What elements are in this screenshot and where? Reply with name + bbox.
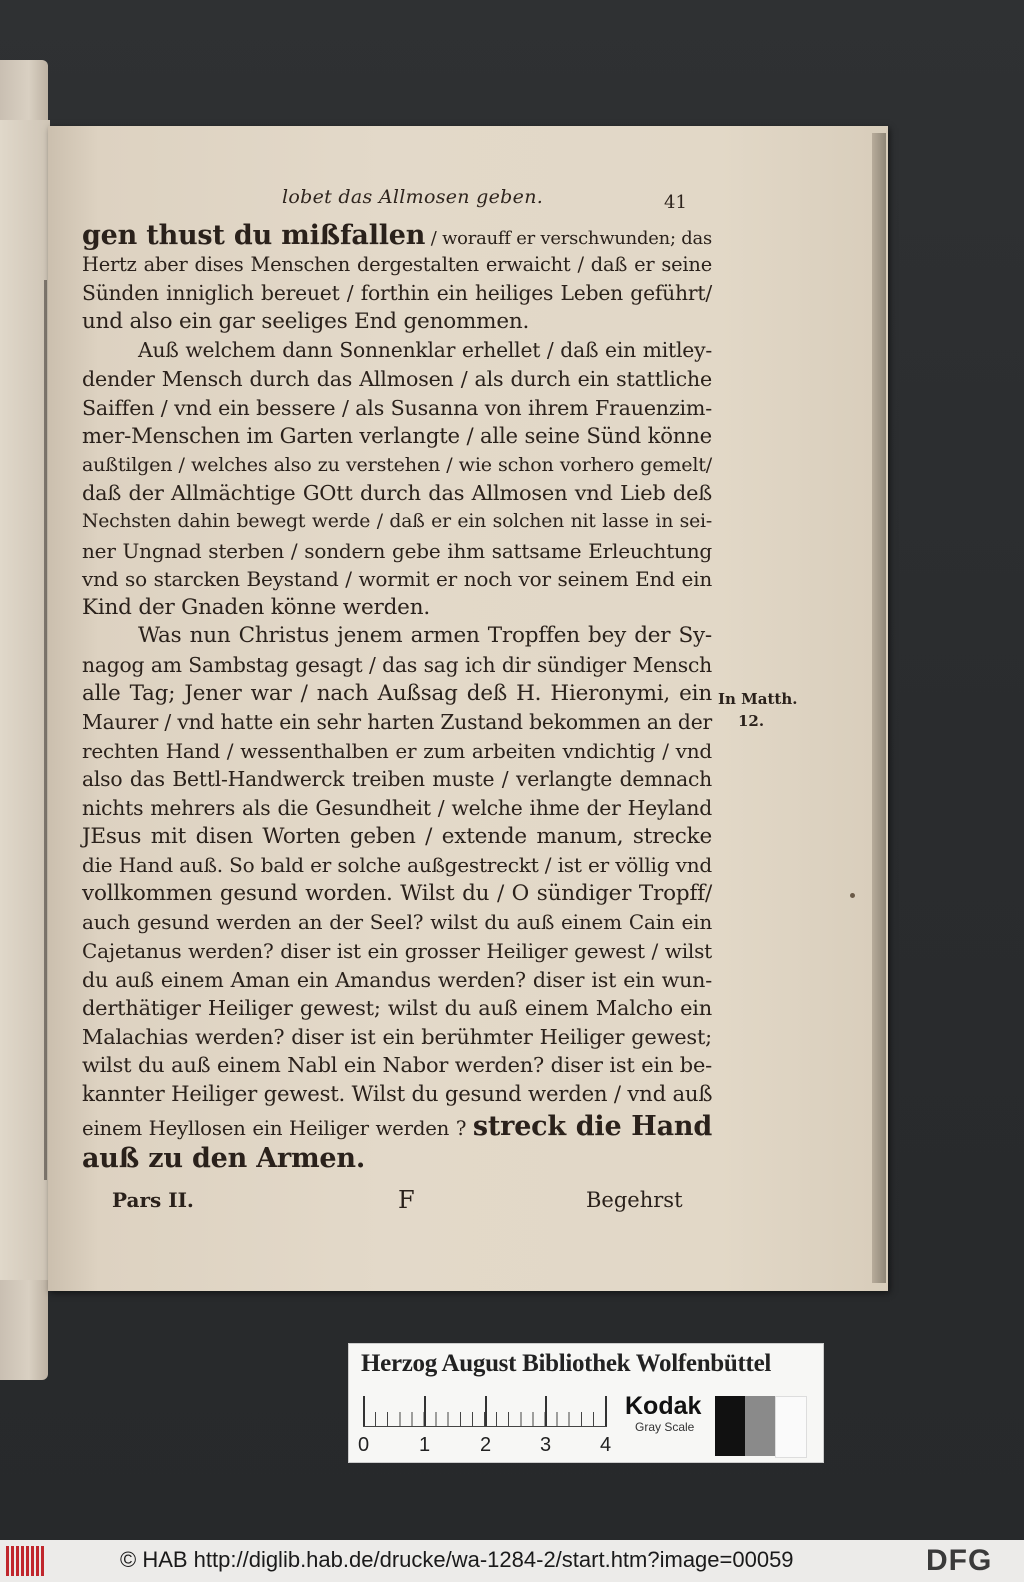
text-line: derthätiger Heiliger gewest; wilst du auß einem Malcho ein (82, 996, 712, 1021)
facing-page-sliver (0, 120, 50, 1280)
ruler-number: 0 (358, 1434, 370, 1456)
hab-logo-icon (6, 1546, 44, 1576)
text-line: dender Mensch durch das Allmosen / als durch ein stattliche (82, 367, 712, 391)
marginal-note (718, 688, 797, 732)
text-line (82, 1110, 712, 1143)
kodak-subtitle: Gray Scale (635, 1420, 695, 1434)
text-line (82, 222, 712, 253)
text-line: du auß einem Aman ein Amandus werden? diser ist ein wun- (82, 967, 712, 992)
text-line: rechten Hand / wessenthalben er zum arbeiten vndichtig / vnd (82, 738, 712, 763)
text-line: die Hand auß. So bald er solche außgestreckt / ist er völlig vnd (82, 853, 712, 878)
text-segment: gen thust du mißfallen (82, 220, 426, 251)
text-line: Hertz aber dises Menschen dergestalten erwaicht / daß er seine (82, 252, 712, 276)
gray-swatch-white (775, 1396, 807, 1458)
gray-swatch-mid (745, 1396, 775, 1456)
text-line: außtilgen / welches also zu verstehen / wie schon vorhero gemelt/ (82, 452, 712, 476)
text-line: kannter Heiliger gewest. Wilst du gesund werden / vnd auß (82, 1081, 713, 1106)
ruler-major-tick (424, 1396, 426, 1426)
text-line: Cajetanus werden? diser ist ein grosser Heiliger gewest / wilst (82, 939, 712, 963)
color-scale-card (348, 1343, 824, 1463)
text-segment: streck die Hand (472, 1110, 712, 1142)
footer-signature: F (398, 1186, 415, 1214)
ruler-major-tick (485, 1396, 487, 1426)
text-line: Kind der Gnaden könne werden. (82, 594, 430, 620)
text-line: auß zu den Armen. (82, 1143, 366, 1175)
footer-pars: Pars II. (112, 1188, 194, 1212)
dfg-logo: DFG (926, 1544, 993, 1577)
text-line: daß der Allmächtige GOtt durch das Allmosen vnd Lieb deß (82, 481, 712, 506)
text-line: Auß welchem dann Sonnenklar erhellet / daß ein mitley- (138, 338, 712, 363)
text-line: vollkommen gesund worden. Wilst du / O sündiger Tropff/ (82, 880, 712, 906)
page-edge-shadow (872, 133, 886, 1283)
text-line: alle Tag; Jener war / nach Außsag deß H. Hieronymi, ein (82, 680, 712, 706)
ruler-number: 2 (480, 1434, 492, 1456)
text-line: und also ein gar seeliges End genommen. (82, 308, 530, 334)
footer-bar (0, 1540, 1024, 1582)
footer-catchword: Begehrst (586, 1188, 683, 1212)
text-line: mer-Menschen im Garten verlangte / alle seine Sünd könne (82, 423, 712, 449)
text-segment: / worauff er verschwunden; das (430, 228, 712, 249)
kodak-logo: Kodak (625, 1392, 702, 1420)
text-line: JEsus mit disen Worten geben / extende manum, strecke (82, 823, 712, 849)
marginal-note-ref: In Matth. (718, 690, 798, 708)
text-line: also das Bettl-Handwerck treiben muste / verlangte demnach (82, 767, 712, 792)
ruler-number: 4 (600, 1434, 612, 1456)
text-line: nagog am Sambstag gesagt / das sag ich dir sündiger Mensch (82, 653, 712, 677)
ruler-number: 1 (419, 1434, 431, 1456)
text-segment: einem Heyllosen ein Heiliger werden ? (82, 1116, 467, 1140)
text-line: Saiffen / vnd ein bessere / als Susanna von ihrem Frauenzim- (82, 395, 712, 420)
gutter-shadow (44, 280, 47, 1180)
text-line: Maurer / vnd hatte ein sehr harten Zustand bekommen an der (82, 710, 712, 735)
source-url[interactable]: © HAB http://diglib.hab.de/drucke/wa-1284-2/start.htm?image=00059 (120, 1547, 794, 1572)
ruler-number: 3 (540, 1434, 552, 1456)
ruler-major-tick (363, 1396, 365, 1426)
text-line: Nechsten dahin bewegt werde / daß er ein solchen nit lasse in sei- (82, 511, 712, 532)
marginal-note-chapter: 12. (738, 712, 765, 730)
ruler-major-tick (605, 1396, 607, 1426)
text-line: ner Ungnad sterben / sondern gebe ihm sattsame Erleuchtung (82, 538, 712, 563)
text-line: Malachias werden? diser ist ein berühmter Heiliger gewest; (82, 1024, 712, 1049)
text-line: auch gesund werden an der Seel? wilst du auß einem Cain ein (82, 910, 712, 935)
text-line: Sünden inniglich bereuet / forthin ein heiliges Leben geführt/ (82, 281, 712, 306)
text-line: vnd so starcken Beystand / wormit er noch vor seinem End ein (82, 567, 712, 592)
ruler-major-tick (545, 1396, 547, 1426)
page-spot (850, 893, 855, 898)
running-head: lobet das Allmosen geben. (282, 186, 544, 208)
text-line: Was nun Christus jenem armen Tropffen bey der Sy- (138, 623, 712, 649)
text-line: wilst du auß einem Nabl ein Nabor werden? diser ist ein be- (82, 1053, 712, 1078)
gray-swatch-black (715, 1396, 745, 1456)
page-number: 41 (664, 192, 687, 213)
library-name: Herzog August Bibliothek Wolfenbüttel (361, 1350, 772, 1377)
text-line: nichts mehrers als die Gesundheit / welche ihme der Heyland (82, 796, 712, 820)
